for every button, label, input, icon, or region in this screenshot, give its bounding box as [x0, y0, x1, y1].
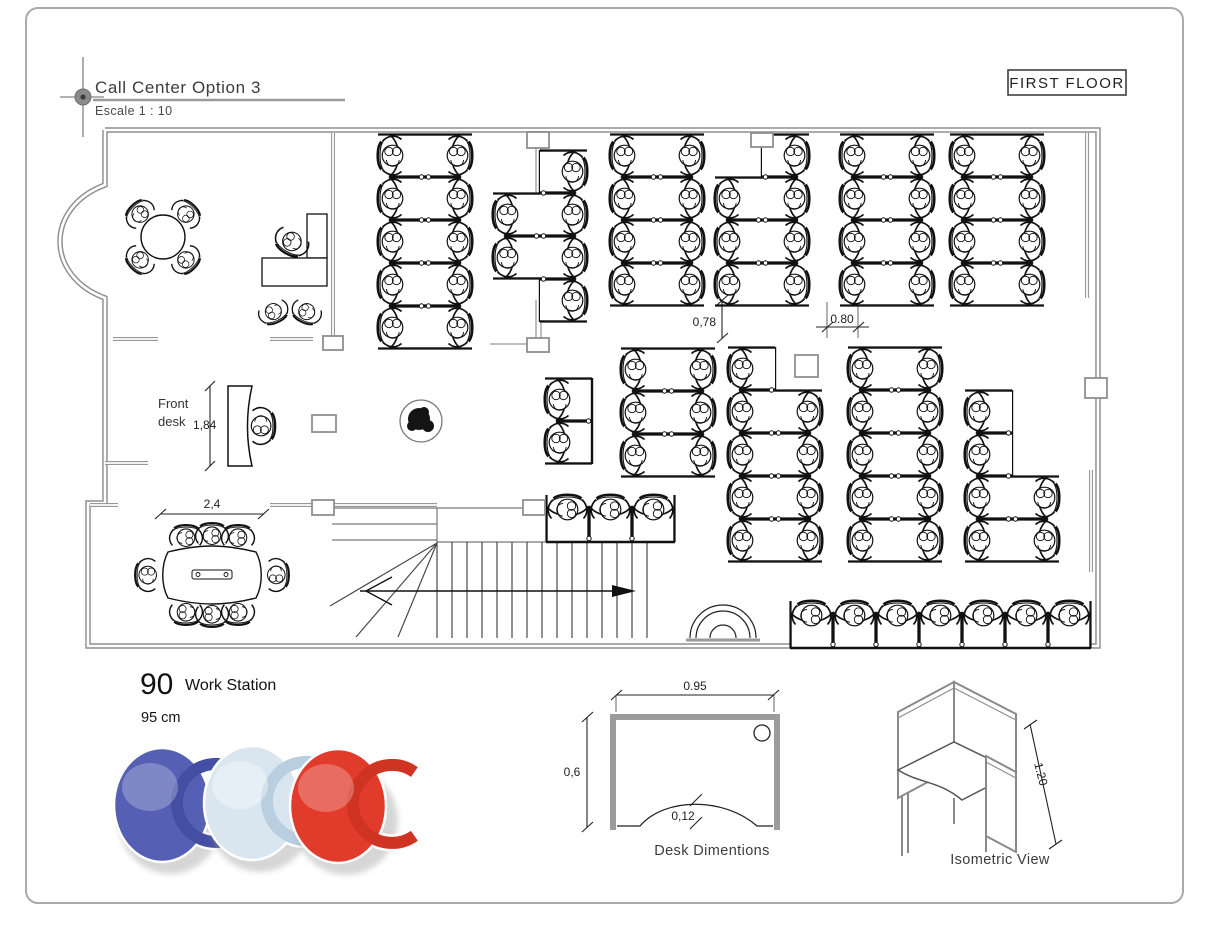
isometric-height-dim: 1.20 [1031, 761, 1051, 788]
pillar [1085, 378, 1107, 398]
workstation-module: 95 cm [141, 710, 181, 726]
workstation-label: Work Station [185, 677, 277, 694]
plant [400, 400, 442, 442]
isometric-caption: Isometric View [950, 852, 1050, 868]
round-table [141, 215, 185, 259]
pillar [323, 336, 343, 350]
front-desk-dim: 1,84 [193, 418, 217, 432]
workstation-count: 90 [140, 668, 174, 701]
meeting-table-dim: 2,4 [203, 497, 221, 511]
desk-width-dim: 0.95 [683, 679, 707, 693]
floor-label: FIRST FLOOR [1009, 75, 1125, 92]
pillar [312, 500, 334, 515]
desk-notch-dim: 0,12 [671, 809, 695, 823]
pillar [527, 132, 549, 148]
floor-label-box [1008, 70, 1126, 95]
pillar [523, 500, 545, 515]
pillar [751, 133, 773, 147]
svg-text:0.80: 0.80 [830, 312, 854, 326]
company-logo [114, 746, 414, 875]
front-desk-label-1: Front [158, 396, 189, 411]
desk-detail-caption: Desk Dimentions [654, 843, 770, 859]
front-desk-label-2: desk [158, 414, 186, 429]
pillar [795, 355, 818, 377]
svg-text:0,78: 0,78 [692, 315, 716, 329]
drawing-scale: Escale 1 : 10 [95, 104, 173, 118]
desk-depth-dim: 0,6 [563, 765, 581, 779]
pillar [527, 338, 549, 352]
drawing-title: Call Center Option 3 [95, 78, 262, 97]
pillar [312, 415, 336, 432]
